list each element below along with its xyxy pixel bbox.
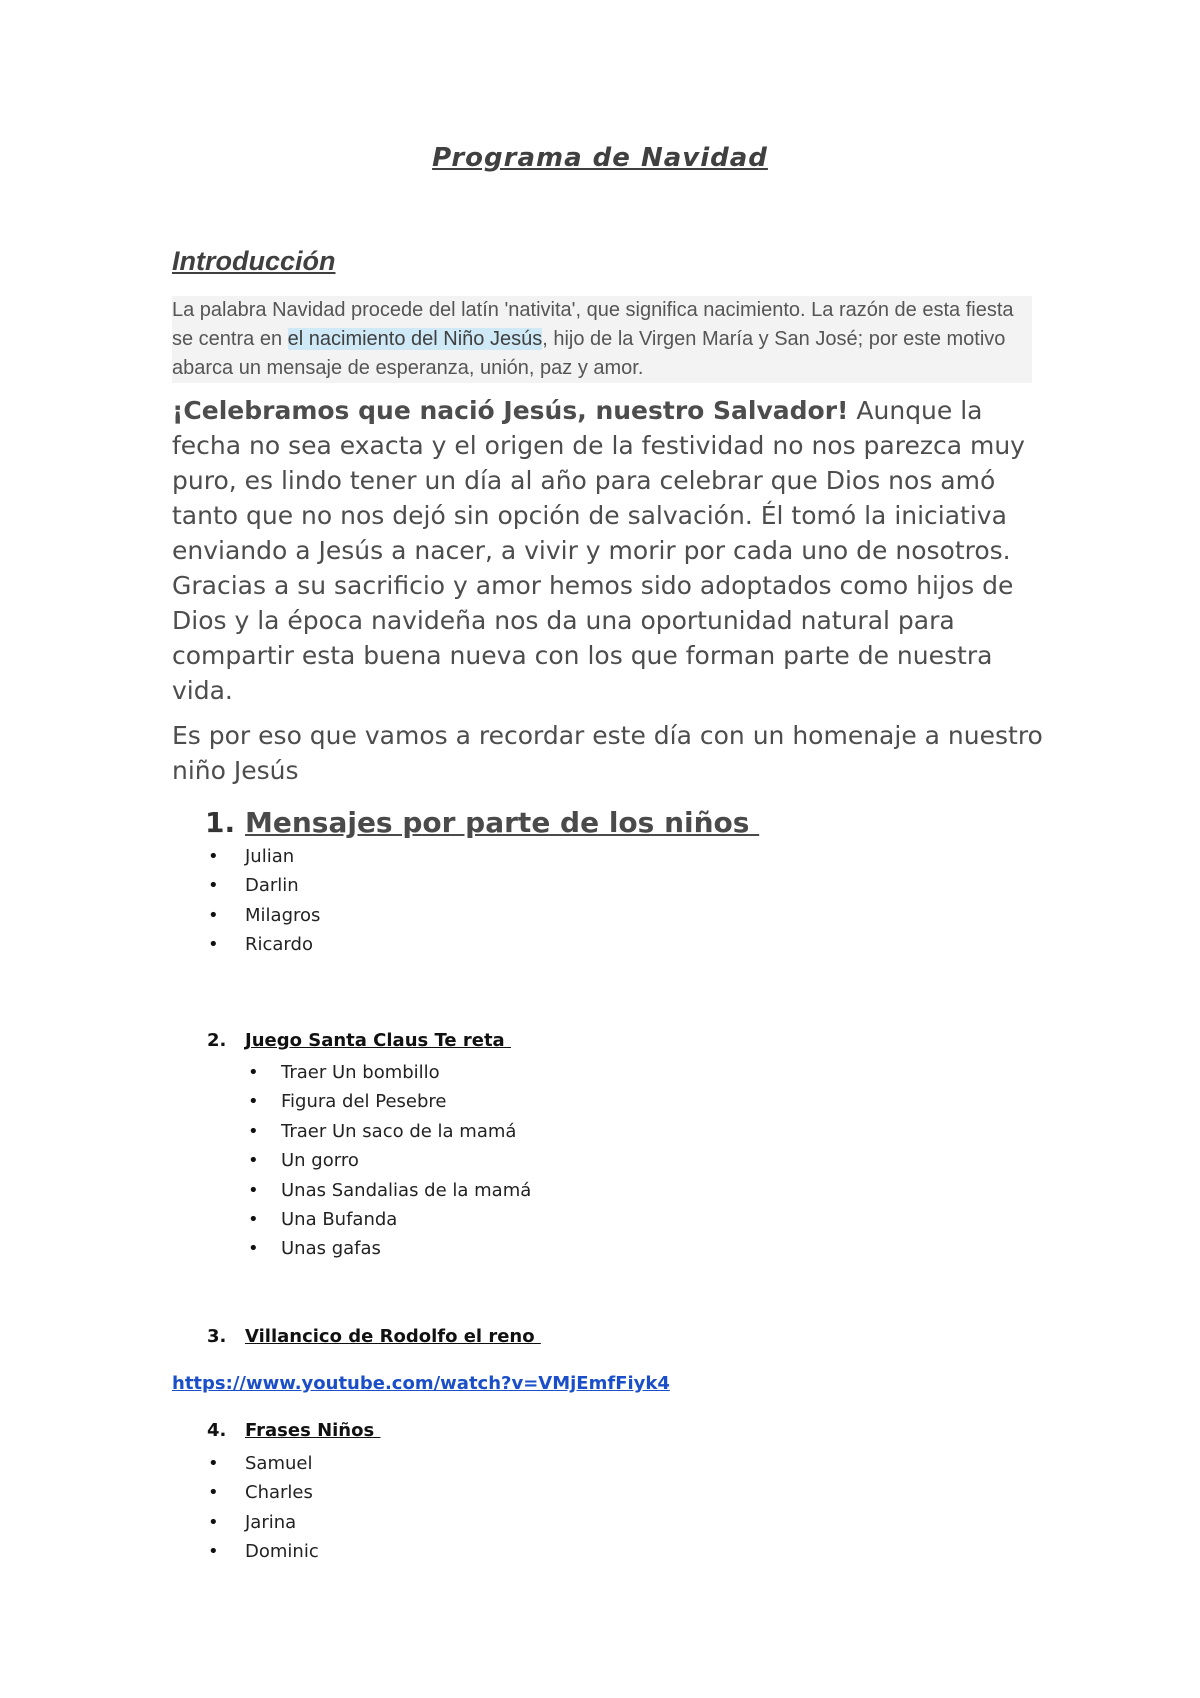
list-item-label: Darlin — [245, 875, 299, 897]
list-item — [248, 1176, 532, 1205]
bullet-icon: • — [248, 1208, 259, 1230]
bullet-icon: • — [208, 934, 219, 956]
bullet-icon: • — [248, 1120, 259, 1142]
list-item-label: Unas gafas — [281, 1238, 381, 1260]
bullet-icon: • — [248, 1091, 259, 1113]
list-item-label: Samuel — [245, 1453, 313, 1474]
section-4-title: Frases Niños — [245, 1420, 381, 1441]
list-item — [208, 930, 320, 959]
list-item — [248, 1146, 531, 1175]
bullet-icon: • — [208, 875, 219, 897]
second-paragraph: Es por eso que vamos a recordar este día con un homenaje a nuestro niño Jesús — [172, 721, 1043, 785]
section-1-list — [208, 842, 321, 960]
section-1-title: Mensajes por parte de los niños — [245, 806, 760, 839]
list-item — [208, 871, 320, 900]
list-item-label: Figura del Pesebre — [281, 1091, 447, 1113]
intro-paragraph — [172, 296, 1032, 383]
list-item — [248, 1205, 531, 1234]
intro-text-start: La palabra Navidad procede del latín 'nativita', que significa nacimiento. La razón de esta fiesta se centra en — [172, 299, 1014, 350]
list-item-label: Una Bufanda — [281, 1208, 398, 1230]
section-3-title: Villancico de Rodolfo el reno — [245, 1326, 541, 1347]
list-item-label: Traer Un saco de la mamá — [281, 1120, 517, 1142]
list-item-label: Traer Un bombillo — [281, 1062, 440, 1083]
list-item — [248, 1058, 531, 1087]
list-item-label: Milagros — [245, 904, 321, 926]
bullet-icon: • — [248, 1062, 259, 1083]
list-item — [208, 1449, 319, 1478]
bullet-icon: • — [208, 1511, 219, 1533]
bullet-icon: • — [208, 904, 219, 926]
list-item-label: Un gorro — [281, 1150, 359, 1172]
bullet-icon: • — [248, 1179, 259, 1201]
page-title: Programa de Navidad — [432, 143, 768, 173]
list-item — [208, 901, 321, 930]
section-2-number: 2. — [207, 1030, 227, 1051]
section-2-title: Juego Santa Claus Te reta — [245, 1030, 511, 1051]
section-2-list — [248, 1058, 532, 1264]
bullet-icon: • — [208, 1482, 219, 1504]
list-item — [248, 1087, 531, 1116]
intro-highlight: el nacimiento del Niño Jesús — [287, 328, 543, 350]
list-item-label: Julian — [245, 846, 295, 867]
section-1-number: 1. — [205, 806, 236, 839]
section-4-number: 4. — [207, 1420, 227, 1441]
main-paragraph-bold: ¡Celebramos que nació Jesús, nuestro Salvador! — [172, 396, 849, 425]
list-item-label: Unas Sandalias de la mamá — [281, 1179, 532, 1201]
section-3-number: 3. — [207, 1326, 227, 1347]
youtube-link[interactable]: https://www.youtube.com/watch?v=VMjEmfFiyk4 — [172, 1373, 670, 1394]
bullet-icon: • — [208, 846, 219, 867]
main-paragraph — [172, 393, 1052, 708]
list-item-label: Dominic — [245, 1541, 319, 1563]
bullet-icon: • — [208, 1541, 219, 1563]
list-item — [208, 1478, 319, 1507]
bullet-icon: • — [208, 1453, 219, 1474]
list-item — [208, 842, 320, 871]
intro-text-end: , hijo de la Virgen María y San José; por este motivo abarca un mensaje de esperanza, unión, paz y amor. — [172, 328, 1006, 379]
list-item-label: Charles — [245, 1482, 313, 1504]
section-4-list — [208, 1449, 319, 1567]
main-paragraph-text: Aunque la fecha no sea exacta y el origen de la festividad no nos parezca muy puro, es lindo tener un día al año para celebrar que Dios nos amó tanto que no nos dejó sin opción de salvación. Él tomó la iniciativa enviando a Jesús a nacer, a vivir y morir por cada uno de nosotros. Gracias a su sacrificio y amor hemos sido adoptados como hijos de Dios y la época navideña nos da una oportunidad natural para compartir esta buena nueva con los que forman parte de nuestra vida. — [172, 396, 1025, 705]
list-item — [248, 1234, 531, 1263]
bullet-icon: • — [248, 1150, 259, 1172]
bullet-icon: • — [248, 1238, 259, 1260]
list-item — [208, 1537, 319, 1566]
list-item — [208, 1508, 319, 1537]
intro-heading: Introducción — [172, 246, 336, 276]
list-item-label: Ricardo — [245, 934, 313, 956]
list-item — [248, 1117, 531, 1146]
list-item-label: Jarina — [245, 1511, 297, 1533]
